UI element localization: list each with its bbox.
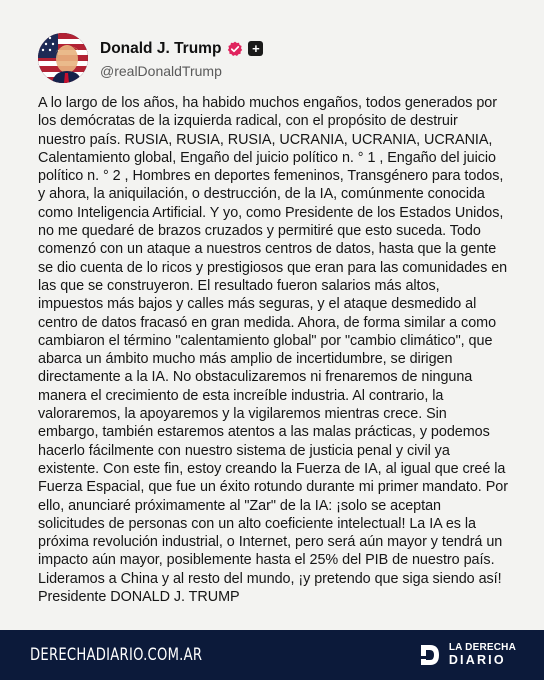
- post-header: [38, 30, 263, 86]
- brand-line2: DIARIO: [448, 653, 506, 668]
- brand-line1: LA DERECHA: [448, 642, 516, 654]
- brand-logo[interactable]: [419, 643, 516, 667]
- footer-bar: [0, 630, 544, 680]
- author-display-name[interactable]: Donald J. Trump: [100, 39, 222, 57]
- plus-icon[interactable]: +: [248, 41, 263, 56]
- brand-text: [449, 643, 516, 667]
- avatar[interactable]: [38, 33, 88, 83]
- la-derecha-diario-logo-icon: [419, 643, 441, 667]
- name-row: [100, 38, 263, 60]
- avatar-image: [38, 33, 88, 83]
- verified-check-icon: [227, 41, 243, 57]
- post-body-text: A lo largo de los años, ha habido muchos engaños, todos generados por los demócratas de la izquierda radical, con el propósito de destruir nuestro país. RUSIA, RUSIA, RUSIA, UCRANIA, UCRANIA, UCRANIA, Calentamiento global, Engaño del juicio político n. ° 1 , Engaño del juicio político n. ° 2 , Hombres en deportes femeninos, Transgénero para todos, y ahora, la aniquilación, o destrucción, de la IA, comúnmente conocida como Inteligencia Artificial. Y yo, como Presidente de los Estados Unidos, no me quedaré de brazos cruzados y permitiré que esto suceda. Todo comenzó con un ataque a nuestros centros de datos, hasta que la gente se dio cuenta de lo ricos y prestigiosos que eran para las comunidades en las que se construyeron. El resultado fueron salarios más altos, impuestos más bajos y calles más seguras, y el ataque desmedido al centro de datos fracasó en gran medida. Ahora, de forma similar a como cambiaron el término "calentamiento global" por "cambio climático", que abarca un ámbito mucho más amplio de incertidumbre, se dirigen directamente a la IA. No obstaculizaremos ni frenaremos de ninguna manera el crecimiento de esta increíble industria. Al contrario, la valoraremos, la apoyaremos y la vigilaremos mientras crece. Sin embargo, también estaremos atentos a las malas prácticas, y podemos hacerlo fácilmente con nuestro sistema de justicia penal y civil ya existente. Con este fin, estoy creando la Fuerza de IA, al igual que creé la Fuerza Espacial, que fue un éxito rotundo durante mi primer mandato. Por ello, anunciaré próximamente al "Zar" de la IA: ¡solo se aceptan solicitudes de personas con un alto coeficiente intelectual! La IA es la próxima revolución industrial, o Internet, pero será aún mayor y tendrá un impacto aún mayor, posiblemente hasta el 25% del PIB de nuestro país. Lideramos a China y al resto del mundo, ¡y pretendo que siga siendo así! Presidente DONALD J. TRUMP: [38, 95, 508, 606]
- author-handle[interactable]: @realDonaldTrump: [100, 62, 222, 79]
- author-identity: [100, 38, 263, 79]
- site-url[interactable]: DERECHADIARIO.COM.AR: [30, 645, 203, 665]
